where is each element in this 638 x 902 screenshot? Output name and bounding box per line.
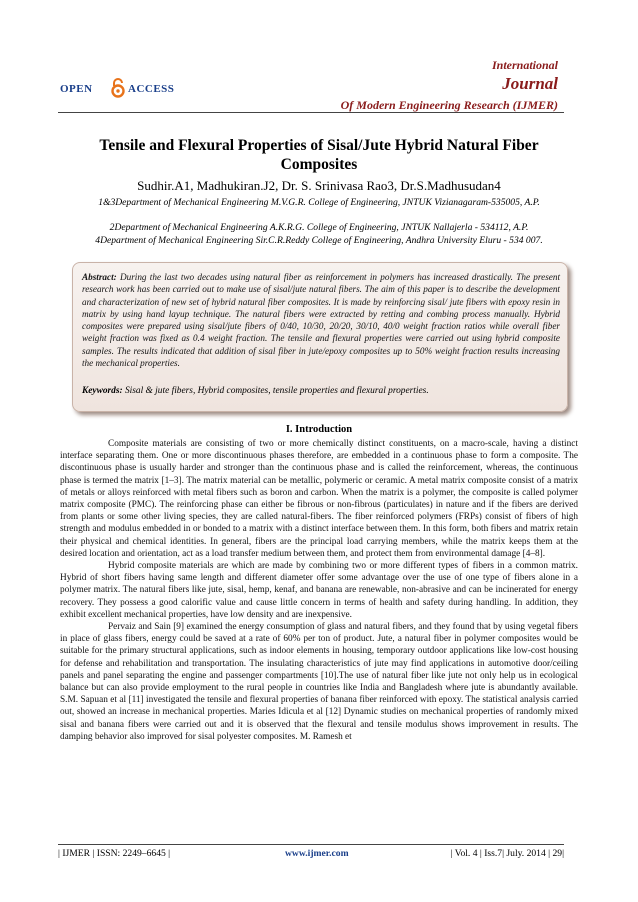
journal-line-name: Of Modern Engineering Research (IJMER) (340, 98, 558, 112)
footer-website-link[interactable]: www.ijmer.com (285, 848, 349, 859)
affiliation-3: 4Department of Mechanical Engineering Sir.C.R.Reddy College of Engineering, Andhra University Eluru - 534 007. (95, 235, 543, 246)
footer-issn: | IJMER | ISSN: 2249–6645 | (58, 848, 171, 859)
footer-divider (58, 844, 564, 845)
section-body (60, 438, 578, 743)
section-heading: I. Introduction (285, 424, 353, 435)
paper-authors (60, 178, 578, 194)
open-access-logo (60, 78, 230, 100)
header-divider (58, 112, 564, 113)
abstract (82, 271, 560, 369)
paragraph: Hybrid composite materials are which are made by combining two or more different types of fibers in a common matrix. Hybrid of short fibers having same length and different diameter offer some advantage over the use of one type of fibers alone in a polymer matrix. The natural fibers like jute, sisal, hemp, kenaf, and banana are renewable, non-abrasive and can be incinerated for energy recovery. They possess a good calorific value and cause little concern in terms of health and safety during handling. In addition, they exhibit excellent mechanical properties, have low density and are inexpensive. (60, 561, 578, 620)
open-access-lock-icon (111, 78, 125, 98)
abstract-label: Abstract: (82, 272, 117, 282)
journal-line-journal: Journal (502, 74, 558, 93)
affiliation-2: 2Department of Mechanical Engineering A.K.R.G. College of Engineering, JNTUK Nallajerla - 534112, A.P. (109, 222, 529, 233)
page-footer (58, 848, 564, 862)
footer-volume: | Vol. 4 | Iss.7| July. 2014 | 29| (450, 848, 564, 859)
journal-masthead (298, 58, 558, 116)
access-label: ACCESS (128, 83, 175, 95)
paragraph: Composite materials are consisting of two or more chemically distinct constituents, on a macro-scale, having a distinct interface separating them. One or more discontinuous phases therefore, are embedded in a continuous phase to form a composite. The discontinuous phase is usually harder and stronger than the continuous phase and is called the reinforcement, whereas, the continuous phase is termed the matrix [1–3]. The matrix material can be metallic, polymeric or ceramic. A metal matrix composite consist of a matrix of metals or alloys reinforced with metal fibers such as boron and carbon. When the matrix is a polymer, the composite is called polymer matrix composite (PMC). The reinforcing phase can either be fibrous or non-fibrous (particulates) in nature and if the fibers are derived from plants or some other living species, they are called natural-fibers. The fiber reinforced polymers (FRPs) consist of fibers of high strength and modulus embedded in or bonded to a matrix with a distinct interface between them. In this form, both fibers and matrix retain their physical and chemical identities. In general, fibers are the principal load carrying members, while the matrix keeps them at the desired location and orientation, act as a load transfer medium between them, and protect them from environmental damage [4–8]. (60, 439, 578, 559)
journal-line-international: International (491, 58, 558, 72)
abstract-text: During the last two decades using natural fiber as reinforcement in polymers has increased drastically. The present research work has been carried out to make use of sisal/jute natural fibers. The aim of this paper is to describe the development and characterization of new set of hybrid natural fiber composites. It is made by reinforcing sisal/ jute fibers with epoxy resin in matrix by using hand layup technique. The natural fibers were extracted by retting and combing process manually. Hybrid composites were prepared using sisal/jute fibers of 0/40, 10/30, 20/20, 30/10, 40/0 weight fraction ratios while overall fiber weight fraction was fixed as 0.4 weight fraction. The tensile and flexural properties were carried out using hybrid composite samples. The results indicated that addition of sisal fiber in jute/epoxy composites up to 50% weight fraction results increasing the mechanical properties. (82, 272, 560, 369)
keywords (82, 386, 560, 396)
keywords-label: Keywords: (82, 386, 123, 396)
authors-text: Sudhir.A1, Madhukiran.J2, Dr. S. Srinivasa Rao3, Dr.S.Madhusudan4 (137, 178, 501, 193)
open-label: OPEN (60, 83, 93, 95)
paragraph: Pervaiz and Sain [9] examined the energy consumption of glass and natural fibers, and they found that by using vegetal fibers in place of glass fibers, energy could be saved at a rate of 60% per ton of product. Jute, a natural fiber in polymer composites would be suitable for the primary structural applications, such as indoor elements in housing, temporary outdoor applications like low-cost housing for defense and rehabilitation and transportation. The insulating characteristics of jute may find applications in automotive door/ceiling panels and panel separating the engine and passenger compartments [10].The use of natural fiber like jute not only help us in ecological balance but can also provide employment to the rural people in countries like India and Bangladesh where jute is abundantly available. S.M. Sapuan et al [11] investigated the tensile and flexural properties of banana fiber reinforced with epoxy. The statistical analysis carried out, showed an increase in mechanical properties. Maries Idicula et al [12] Dynamic studies on mechanical properties of randomly mixed sisal and banana fibers were carried out and it is observed that the flexural and tensile modulus shows improvement in results. The damping behavior also improved for sisal polyester composites. M. Ramesh et (60, 622, 578, 742)
keywords-text: Sisal & jute fibers, Hybrid composites, tensile properties and flexural properties. (124, 386, 429, 396)
paper-title: Tensile and Flexural Properties of Sisal/Jute Hybrid Natural Fiber Composites (99, 137, 539, 173)
affiliation-1: 1&3Department of Mechanical Engineering M.V.G.R. College of Engineering, JNTUK Vizianagaram-535005, A.P. (98, 197, 540, 208)
